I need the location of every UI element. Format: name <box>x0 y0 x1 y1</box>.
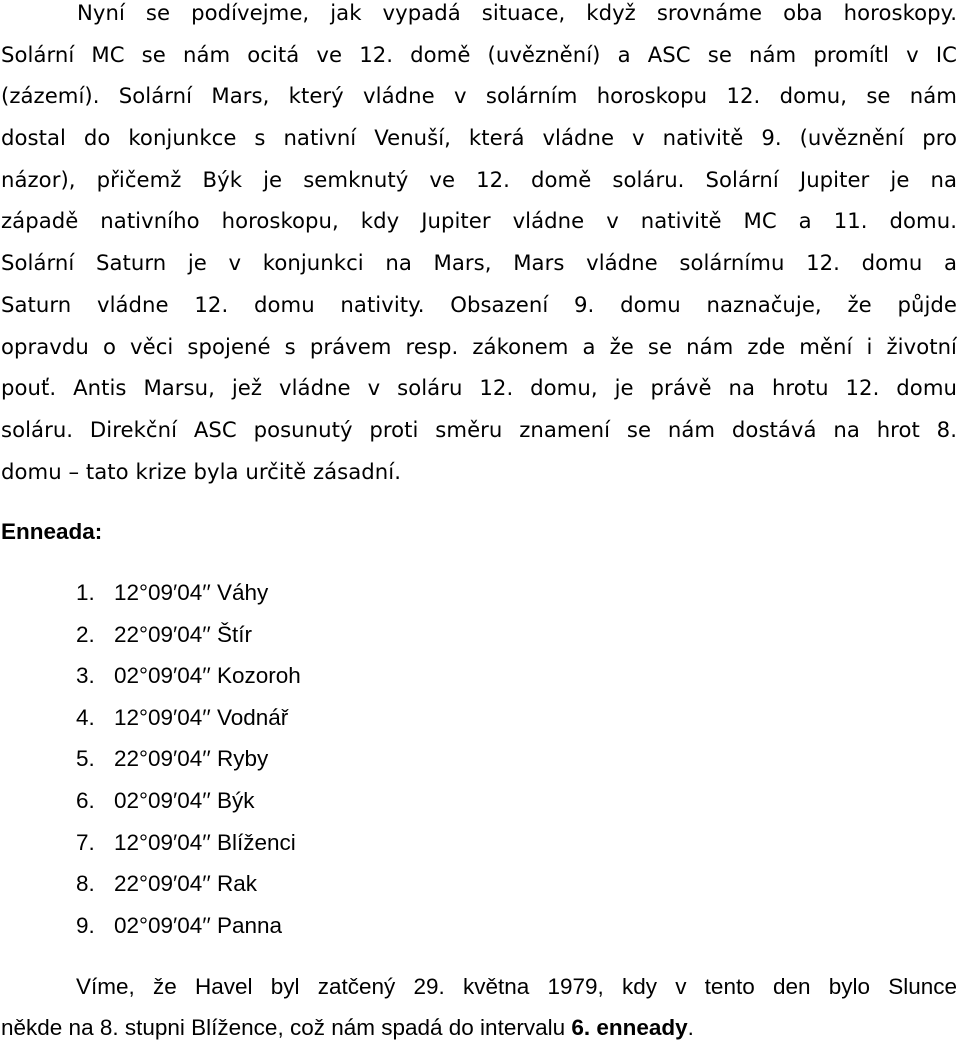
text-line: západě nativního horoskopu, kdy Jupiter vládne v nativitě MC a 11. domu. <box>1 208 957 234</box>
text-line: pouť. Antis Marsu, jež vládne v soláru 12. domu, je právě na hrotu 12. domu <box>1 375 957 401</box>
list-number: 6. <box>76 787 95 813</box>
list-text: 02°09′04′′ Kozoroh <box>114 663 301 689</box>
list-text: 02°09′04′′ Býk <box>114 787 255 813</box>
list-item <box>76 655 301 697</box>
text-line: domu – tato krize byla určitě zásadní. <box>1 458 402 484</box>
text-run: někde na 8. stupni Blížence, což nám spadá do intervalu <box>1 1014 572 1040</box>
list-text: 22°09′04′′ Rak <box>114 871 257 897</box>
list-item <box>76 905 301 947</box>
section-heading: Enneada: <box>1 519 103 544</box>
list-text: 12°09′04′′ Blíženci <box>114 829 296 855</box>
paragraph-havel-arrest <box>1 967 957 1045</box>
list-number: 4. <box>76 704 95 730</box>
ennead-list <box>76 572 301 946</box>
list-text: 12°09′04′′ Vodnář <box>114 704 289 730</box>
text-line: Saturn vládne 12. domu nativity. Obsazení 9. domu naznačuje, že půjde <box>1 291 957 317</box>
list-number: 5. <box>76 746 95 772</box>
text-run: . <box>687 1014 694 1040</box>
text-line: Solární MC se nám ocitá ve 12. domě (uvěznění) a ASC se nám promítl v IC <box>1 41 957 67</box>
text-line: opravdu o věci spojené s právem resp. zákonem a že se nám zde mění i životní <box>1 333 957 359</box>
list-item <box>76 572 301 614</box>
list-number: 8. <box>76 871 95 897</box>
paragraph-horoscope-comparison <box>1 0 957 492</box>
text-line: názor), přičemž Býk je semknutý ve 12. domě soláru. Solární Jupiter je na <box>1 166 957 192</box>
list-text: 22°09′04′′ Štír <box>114 621 252 647</box>
text-line: dostal do konjunkce s nativní Venuší, která vládne v nativitě 9. (uvěznění pro <box>1 125 957 151</box>
list-item <box>76 822 301 864</box>
list-number: 9. <box>76 912 95 938</box>
list-number: 7. <box>76 829 95 855</box>
list-item <box>76 863 301 905</box>
list-text: 12°09′04′′ Váhy <box>114 580 269 605</box>
text-line: Víme, že Havel byl zatčený 29. května 1979, kdy v tento den bylo Slunce <box>76 974 957 999</box>
list-number: 3. <box>76 663 95 689</box>
text-line: soláru. Direkční ASC posunutý proti směru znamení se nám dostává na hrot 8. <box>1 416 957 442</box>
list-item <box>76 697 301 739</box>
list-item <box>76 738 301 780</box>
list-item <box>76 614 301 656</box>
text-line: (zázemí). Solární Mars, který vládne v solárním horoskopu 12. domu, se nám <box>1 83 957 109</box>
text-line: Solární Saturn je v konjunkci na Mars, Mars vládne solárnímu 12. domu a <box>1 250 957 276</box>
emphasis-text: 6. enneady <box>571 1014 688 1040</box>
text-line: Nyní se podívejme, jak vypadá situace, když srovnáme oba horoskopy. <box>77 0 957 25</box>
list-text: 02°09′04′′ Panna <box>114 912 283 938</box>
list-number: 2. <box>76 621 95 647</box>
text-line <box>1 1008 957 1045</box>
list-text: 22°09′04′′ Ryby <box>114 746 269 772</box>
list-number: 1. <box>76 580 95 605</box>
list-item <box>76 780 301 822</box>
